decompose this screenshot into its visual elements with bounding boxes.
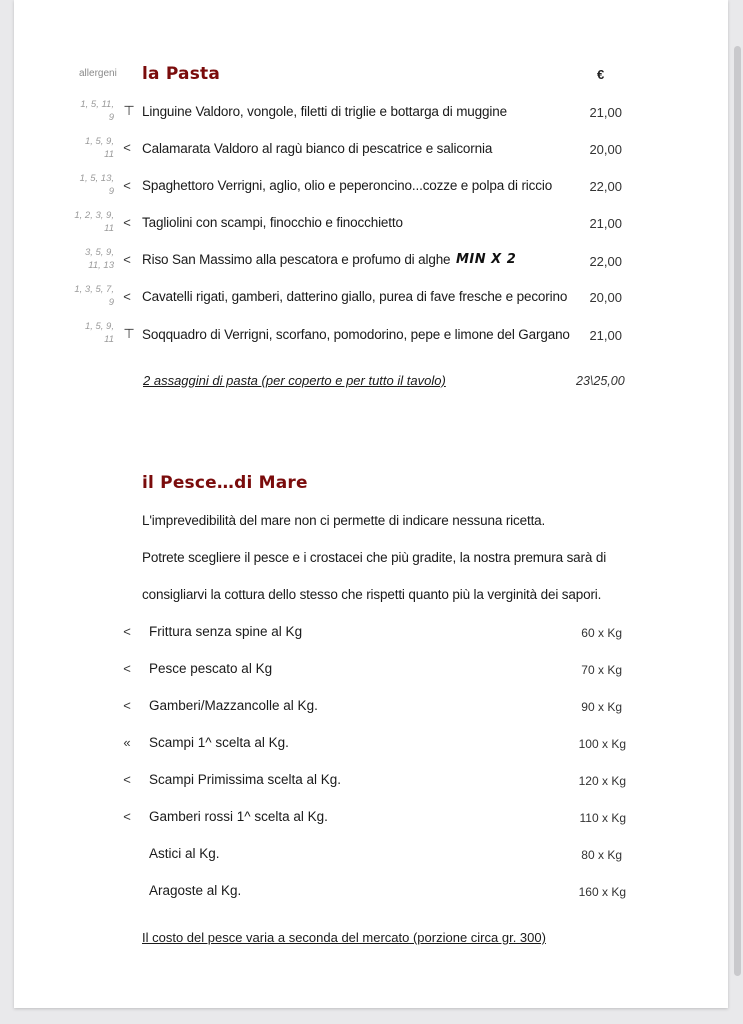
allergen-line: 9 xyxy=(108,112,114,123)
fish-marker-icon: « xyxy=(123,735,131,750)
vertical-scrollbar[interactable] xyxy=(734,46,741,976)
allergen-codes xyxy=(74,320,114,346)
fish-marker-icon: < xyxy=(123,661,131,676)
fish-marker-icon: < xyxy=(123,809,131,824)
fish-name: Aragoste al Kg. xyxy=(149,883,242,898)
dish-marker-icon: ⊤ xyxy=(123,326,135,341)
allergen-line: 1, 5, 11, xyxy=(80,99,114,110)
fish-name: Frittura senza spine al Kg xyxy=(149,624,303,639)
fish-price: 80 x Kg xyxy=(581,848,622,862)
allergen-codes xyxy=(74,172,114,198)
fish-name: Scampi 1^ scelta al Kg. xyxy=(149,735,289,750)
allergen-line: 9 xyxy=(108,297,114,308)
allergen-line: 1, 3, 5, 7, xyxy=(74,284,114,295)
dish-name: Calamarata Valdoro al ragù bianco di pescatrice e salicornia xyxy=(142,141,493,156)
fish-price: 110 x Kg xyxy=(579,811,626,825)
pasta-tasting-price: 23\25,00 xyxy=(576,374,625,388)
pasta-tasting-label: 2 assaggini di pasta (per coperto e per tutto il tavolo) xyxy=(143,373,446,388)
dish-price: 22,00 xyxy=(589,179,622,194)
allergen-line: 1, 5, 13, xyxy=(79,173,114,184)
dish-price: 20,00 xyxy=(589,142,622,157)
dish-price: 20,00 xyxy=(589,290,622,305)
fish-marker-icon: < xyxy=(123,698,131,713)
allergen-line: 1, 2, 3, 9, xyxy=(74,210,114,221)
allergen-line: 3, 5, 9, xyxy=(84,247,114,258)
dish-price: 21,00 xyxy=(589,216,622,231)
dish-price: 21,00 xyxy=(589,105,622,120)
allergen-line: 11 xyxy=(104,223,114,234)
dish-marker-icon: < xyxy=(123,252,131,267)
dish-marker-icon: < xyxy=(123,215,131,230)
allergen-codes xyxy=(74,209,114,235)
dish-name: Linguine Valdoro, vongole, filetti di triglie e bottarga di muggine xyxy=(142,104,507,119)
fish-name: Gamberi rossi 1^ scelta al Kg. xyxy=(149,809,328,824)
fish-price: 120 x Kg xyxy=(578,774,626,788)
allergen-line: 11 xyxy=(104,334,114,345)
allergen-line: 11 xyxy=(104,149,114,160)
fish-name: Scampi Primissima scelta al Kg. xyxy=(149,772,342,787)
dish-marker-icon: ⊤ xyxy=(123,103,135,118)
fish-name: Pesce pescato al Kg xyxy=(149,661,273,676)
fish-marker-icon: < xyxy=(123,772,131,787)
fish-price: 100 x Kg xyxy=(578,737,626,751)
dish-price: 21,00 xyxy=(589,328,622,343)
fish-marker-icon: < xyxy=(123,624,131,639)
dish-marker-icon: < xyxy=(123,289,131,304)
fish-price: 60 x Kg xyxy=(581,626,622,640)
allergen-codes xyxy=(74,135,114,161)
minimum-two-badge: MIN X 2 xyxy=(456,252,517,267)
pasta-section-title: la Pasta xyxy=(142,64,221,84)
fish-intro-line: L'imprevedibilità del mare non ci permette di indicare nessuna ricetta. xyxy=(142,513,546,528)
allergen-line: 1, 5, 9, xyxy=(84,321,114,332)
dish-name: Tagliolini con scampi, finocchio e finocchietto xyxy=(142,215,403,230)
dish-marker-icon: < xyxy=(123,178,131,193)
fish-price: 160 x Kg xyxy=(578,885,626,899)
allergen-codes xyxy=(74,283,114,309)
allergen-line: 1, 5, 9, xyxy=(84,136,114,147)
fish-section-title: il Pesce…di Mare xyxy=(142,473,308,493)
dish-price: 22,00 xyxy=(589,254,622,269)
currency-symbol: € xyxy=(597,67,605,82)
fish-price-note: Il costo del pesce varia a seconda del mercato (porzione circa gr. 300) xyxy=(142,930,546,945)
fish-price: 90 x Kg xyxy=(581,700,622,714)
allergeni-header: allergeni xyxy=(79,68,117,79)
dish-marker-icon: < xyxy=(123,140,131,155)
fish-intro-line: Potrete scegliere il pesce e i crostacei che più gradite, la nostra premura sarà di xyxy=(142,550,607,565)
allergen-line: 11, 13 xyxy=(88,260,114,271)
dish-name: Soqquadro di Verrigni, scorfano, pomodorino, pepe e limone del Gargano xyxy=(142,327,570,342)
dish-name: Cavatelli rigati, gamberi, datterino giallo, purea di fave fresche e pecorino xyxy=(142,289,568,304)
allergen-codes xyxy=(74,98,114,124)
fish-name: Gamberi/Mazzancolle al Kg. xyxy=(149,698,318,713)
dish-name: Riso San Massimo alla pescatora e profumo di alghe xyxy=(142,252,451,267)
menu-page xyxy=(14,0,728,1008)
dish-name: Spaghettoro Verrigni, aglio, olio e peperoncino...cozze e polpa di riccio xyxy=(142,178,553,193)
allergen-line: 9 xyxy=(108,186,114,197)
allergen-codes xyxy=(74,246,114,272)
fish-name: Astici al Kg. xyxy=(149,846,220,861)
fish-intro-line: consigliarvi la cottura dello stesso che rispetti quanto più la verginità dei sapori. xyxy=(142,587,602,602)
fish-price: 70 x Kg xyxy=(581,663,622,677)
